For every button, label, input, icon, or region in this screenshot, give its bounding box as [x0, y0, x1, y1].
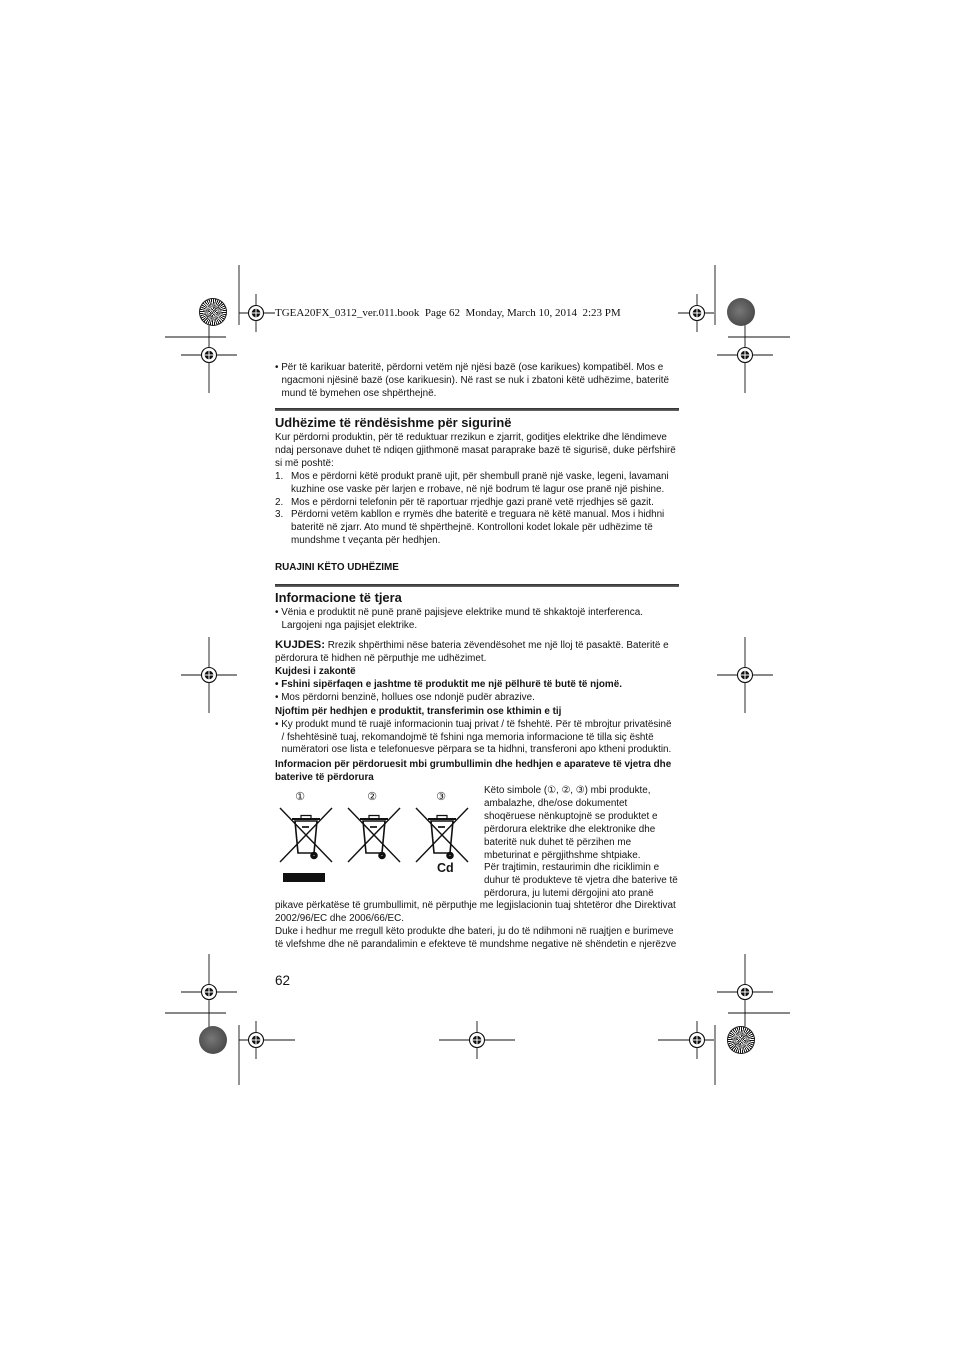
gray-density-dot-icon	[199, 1026, 227, 1054]
cadmium-mark: Cd	[437, 861, 454, 875]
other-info-heading: Informacione të tjera	[275, 590, 402, 605]
registration-target-icon	[439, 1021, 515, 1059]
starburst-icon	[727, 1026, 755, 1054]
symbols-explanation-line: përdorura elektrike dhe elektronike dhe	[484, 823, 656, 835]
caution-label: KUJDES:	[275, 639, 326, 651]
interference-line: Largojeni nga pajisjet elektrike.	[281, 619, 418, 631]
item-line: bateritë në zjarr. Ato mund të shpërthejnë. Kontrolloni kodet lokale për udhëzime të	[291, 522, 653, 534]
symbols-explanation-line: shoqëruese nënkuptojnë se produktet e	[484, 810, 658, 822]
solid-bar-icon	[283, 873, 325, 882]
interference-line: • Vënia e produktit në punë pranë pajisjeve elektrike mund të shkaktojë interferenca.	[275, 607, 643, 618]
registration-target-icon	[678, 294, 714, 332]
disposal-heading: Njoftim për hedhjen e produktit, transferimin ose kthimin e tij	[275, 706, 562, 717]
charging-note-line: ngacmoni njësinë bazë (ose karikuesin). Në rast se nuk i zbatoni këtë udhëzime, bateritë	[281, 374, 670, 386]
page-number: 62	[275, 973, 291, 988]
registration-target-icon	[181, 317, 237, 393]
symbol-label-2: ②	[367, 790, 377, 803]
routine-care-item: • Mos përdorni benzinë, hollues ose ndonjë pudër abrazive.	[275, 691, 535, 703]
symbols-explanation-line: ambalazhe, dhe/ose dokumentet	[484, 797, 628, 809]
disposal-line: numëratori ose lista e telefonuesve përpara se ta hidhni, transferoni apo ktheni produktin.	[281, 744, 672, 756]
registration-target-icon	[239, 1021, 295, 1059]
charging-note-line: • Për të karikuar bateritë, përdorni vetëm një njësi bazë (ose karikues) kompatibël. Mos e	[275, 362, 664, 373]
safety-intro-line: si më poshtë:	[275, 457, 334, 469]
running-head: TGEA20FX_0312_ver.011.book Page 62 Monday, March 10, 2014 2:23 PM	[275, 307, 621, 319]
recycling-text	[275, 900, 681, 952]
crossed-out-wheelie-bin-icon-1	[280, 808, 332, 862]
item-number: 3.	[275, 509, 284, 521]
safety-item-2	[275, 497, 681, 510]
routine-care-heading: Kujdesi i zakontë	[275, 666, 356, 677]
recycling-text-line: 2002/96/EC dhe 2006/66/EC.	[275, 912, 405, 924]
caution-line: përdorura të hidhen në përputhje me udhëzimet.	[275, 653, 487, 664]
routine-care-item: • Fshini sipërfaqen e jashtme të produktit me një pëlhurë të butë të njomë.	[275, 678, 622, 690]
symbols-explanation-line: Për trajtimin, restaurimin dhe riciklimin e	[484, 862, 660, 874]
registration-target-icon	[181, 637, 237, 713]
registration-target-icon	[181, 954, 237, 1030]
safety-heading: Udhëzime të rëndësishme për sigurinë	[275, 415, 512, 430]
recycling-heading	[275, 759, 681, 785]
recycling-text-line: të vlefshme dhe në parandalimin e efekteve të mundshme negative në shëndetin e njerëzve	[275, 938, 677, 950]
registration-target-icon	[239, 294, 275, 332]
caution-line	[275, 638, 681, 653]
registration-target-icon	[658, 1021, 714, 1059]
recycling-text-line: Duke i hedhur me rregull këto produkte dhe bateri, ju do të ndihmoni në ruajtjen e burimeve	[275, 925, 674, 937]
gray-density-dot-icon	[727, 298, 755, 326]
routine-care	[275, 666, 681, 705]
starburst-icon	[199, 298, 227, 326]
crossed-out-wheelie-bin-icon-2	[348, 808, 400, 862]
save-instructions-note: RUAJINI KËTO UDHËZIME	[275, 562, 399, 573]
item-line: Përdorni vetëm kabllon e rrymës dhe bateritë e treguara në këtë manual. Mos i hidhni	[291, 509, 665, 521]
symbols-explanation-line: mbeturinat e përgjithshme shtpiake.	[484, 849, 641, 861]
safety-intro-line: Kur përdorni produktin, për të reduktuar rrezikun e zjarrit, goditjes elektrike dhe lëndimeve	[275, 432, 667, 443]
caution-text: Rrezik shpërthimi nëse bateria zëvendësohet me një lloj të pasaktë. Bateritë e	[327, 640, 669, 651]
section-rule	[275, 584, 679, 587]
item-line: Mos e përdorni telefonin për të raportuar rrjedhje gazi pranë vetë rrjedhjes së gazit.	[291, 496, 654, 508]
caution-note	[275, 638, 681, 666]
symbols-explanation-line: Këto simbole (①, ②, ③) mbi produkte,	[484, 785, 651, 796]
registration-target-icon	[717, 317, 773, 393]
recycling-heading-line: Informacion për përdoruesit mbi grumbullimin dhe hedhjen e aparateve të vjetra dhe	[275, 759, 672, 770]
disposal-line: • Ky produkt mund të ruajë informacionin tuaj privat / të fshehtë. Për të mbrojtur privatësinë	[275, 718, 672, 730]
recycling-heading-line: baterive të përdorura	[275, 771, 374, 783]
safety-instructions	[275, 432, 681, 548]
item-line: kuzhine ose vaske për larjen e rrobave, në një bodrum të lagur ose pranë një pishine.	[291, 483, 665, 495]
crossed-out-wheelie-bin-icon-3	[416, 808, 468, 862]
symbols-explanation-line: bateritë nuk duhet të përzihen me	[484, 836, 632, 848]
safety-intro-line: ndaj personave duhet të ndiqen gjithmonë masat paraprake bazë të sigurisë, duke përfshirë	[275, 444, 676, 456]
charging-note	[275, 362, 681, 401]
registration-target-icon	[717, 954, 773, 1030]
section-rule	[275, 408, 679, 411]
item-number: 2.	[275, 496, 284, 508]
registration-target-icon	[717, 637, 773, 713]
charging-note-line: mund të bymehen ose shpërthejnë.	[281, 387, 437, 399]
item-number: 1.	[275, 470, 284, 482]
symbol-label-3: ③	[436, 790, 446, 803]
interference-note	[275, 607, 681, 633]
symbols-explanation-line: përdorura, ju lutemi dërgojini ato pranë	[484, 888, 654, 900]
disposal-notice	[275, 706, 681, 757]
item-line: Mos e përdorni këtë produkt pranë ujit, për shembull pranë një vaske, legeni, lavamani	[291, 470, 669, 482]
recycling-text-line: pikave përkatëse të grumbullimit, në përputhje me legjislacionin tuaj shtetëror dhe Direktivat	[275, 900, 676, 911]
item-line: mundshme t veçanta për hedhjen.	[291, 535, 441, 547]
symbol-label-1: ①	[295, 790, 305, 803]
safety-item-3	[275, 509, 681, 548]
disposal-line: / fshehtësinë tuaj, rekomandojmë të fshini nga memoria informacione të tilla siç është	[281, 731, 654, 743]
safety-item-1	[275, 471, 681, 497]
symbols-explanation	[484, 785, 684, 901]
symbols-explanation-line: duhur të produkteve të vjetra dhe baterive të	[484, 875, 678, 887]
